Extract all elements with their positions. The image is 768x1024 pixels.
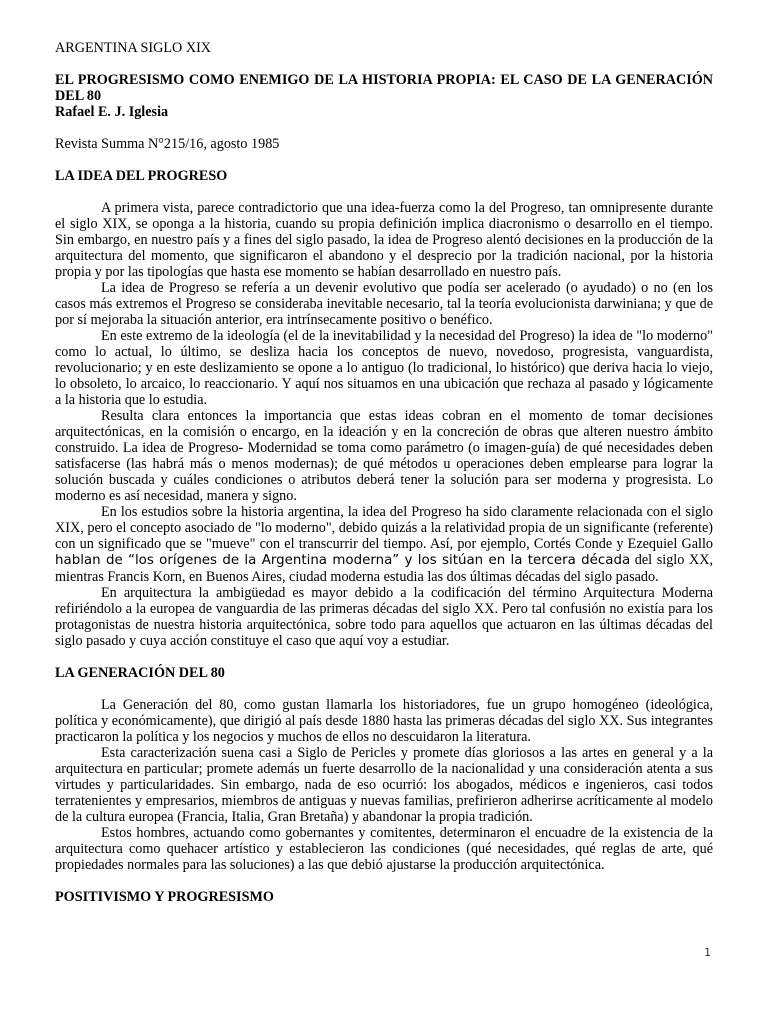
paragraph: En arquitectura la ambigüedad es mayor debido a la codificación del término Arquitectura Moderna refiriéndolo a la europea de vanguardia de las primeras décadas del siglo XX. Pero tal confusión no existía para los protagonistas de nuestra historia arquitectónica, sobre todo para aquellos que actuaron en las últimas décadas del siglo pasado y cuya acción constituye el caso que aquí voy a estudiar. (55, 585, 713, 649)
section-heading: LA GENERACIÓN DEL 80 (55, 665, 225, 681)
paragraph: Estos hombres, actuando como gobernantes y comitentes, determinaron el encuadre de la existencia de la arquitectura como quehacer artístico y establecieron las condiciones (qué necesidades, qué reglas de arte, qué propiedades normales para las soluciones) a las que debió ajustarse la producción arquitectónica. (55, 825, 713, 873)
paragraph: En este extremo de la ideología (el de la inevitabilidad y la necesidad del Progreso) la idea de "lo moderno" como lo actual, lo último, se desliza hacia los conceptos de nuevo, novedoso, progresista, vanguardista, revolucionario; y en este deslizamiento se opone a lo antiguo (lo tradicional, lo histórico) que deriva hacia lo viejo, lo obsoleto, lo arcaico, lo reaccionario. Y aquí nos situamos en una ubicación que rechaza al pasado y lógicamente a la historia que lo estudia. (55, 328, 713, 408)
paragraph: Resulta clara entonces la importancia que estas ideas cobran en el momento de tomar decisiones arquitectónicas, en la comisión o encargo, en la ideación y en la concreción de obras que alteren nuestro ámbito construido. La idea de Progreso- Modernidad se toma como parámetro (o imagen-guía) de qué necesidades deben satisfacerse (las habrá más o menos modernas); de qué métodos u operaciones deben emplearse para lograr la solución buscada y cuáles condiciones o atributos deberá tener la solución para ser moderna y progresista. Lo moderno es así necesidad, manera y signo. (55, 408, 713, 504)
document-body (55, 40, 713, 921)
article-source: Revista Summa N°215/16, agosto 1985 (55, 136, 280, 152)
section-heading: LA IDEA DEL PROGRESO (55, 168, 228, 184)
handwritten-style-fragment: hablan de “los orígenes de la Argentina moderna” y los sitúan en la tercera década (55, 553, 631, 568)
section-gap (55, 873, 713, 889)
section-heading: POSITIVISMO Y PROGRESISMO (55, 889, 274, 905)
paragraph: La idea de Progreso se refería a un devenir evolutivo que podía ser acelerado (o ayudado) o no (en los casos más extremos el Progreso se consideraba inevitable necesario, tal la teoría evolucionista darwiniana; y que de por sí mejoraba la situación anterior, era intrínsecamente positivo o benéfico. (55, 280, 713, 328)
paragraph-text: del siglo XX, mientras Francis Korn, en Buenos Aires, ciudad moderna estudia las dos últimas décadas del siglo pasado. (55, 552, 714, 585)
article-author: Rafael E. J. Iglesia (55, 104, 169, 120)
section-gap (55, 649, 713, 665)
paragraph: La Generación del 80, como gustan llamarla los historiadores, fue un grupo homogéneo (ideológica, política y económicamente), que dirigió al país desde 1880 hasta las primeras décadas del siglo XX. Sus integrantes practicaron la política y los negocios y muchos de ellos no descuidaron la literatura. (55, 697, 713, 745)
running-header: ARGENTINA SIGLO XIX (55, 40, 212, 56)
article-title-block (55, 72, 713, 120)
paragraph: A primera vista, parece contradictorio que una idea-fuerza como la del Progreso, tan omnipresente durante el siglo XIX, se oponga a la historia, cuando su propia definición implica diacronismo o desarrollo en el tiempo. Sin embargo, en nuestro país y a fines del siglo pasado, la idea de Progreso alentó decisiones en la producción de la arquitectura del momento, que significaron el abandono y el desprecio por la tradición nacional, por la historia propia y por las tipologías que hasta ese momento se habían desarrollado en nuestro país. (55, 200, 713, 280)
paragraph-text: En los estudios sobre la historia argentina, la idea del Progreso ha sido claramente relacionada con el siglo XIX, pero el concepto asociado de "lo moderno", debido quizás a la relatividad propia de un significante (referente) con un significado que se "mueve" con el transcurrir del tiempo. Así, por ejemplo, Cortés Conde y Ezequiel Gallo (55, 504, 713, 552)
paragraph: Esta caracterización suena casi a Siglo de Pericles y promete días gloriosos a las artes en general y a la arquitectura en particular; promete además un fuerte desarrollo de la nacionalidad y una consideración atenta a sus virtudes y particularidades. Sin embargo, nada de eso ocurrió: los abogados, médicos e ingenieros, casi todos terratenientes y empresarios, miembros de antiguas y nuevas familias, prefirieron adherirse acríticamente al modelo de la cultura europea (Francia, Italia, Gran Bretaña) y abandonar la propia tradición. (55, 745, 713, 825)
article-title: EL PROGRESISMO COMO ENEMIGO DE LA HISTORIA PROPIA: EL CASO DE LA GENERACIÓN DEL 80 (55, 72, 713, 104)
page-number: 1 (704, 946, 711, 959)
paragraph (55, 504, 713, 585)
